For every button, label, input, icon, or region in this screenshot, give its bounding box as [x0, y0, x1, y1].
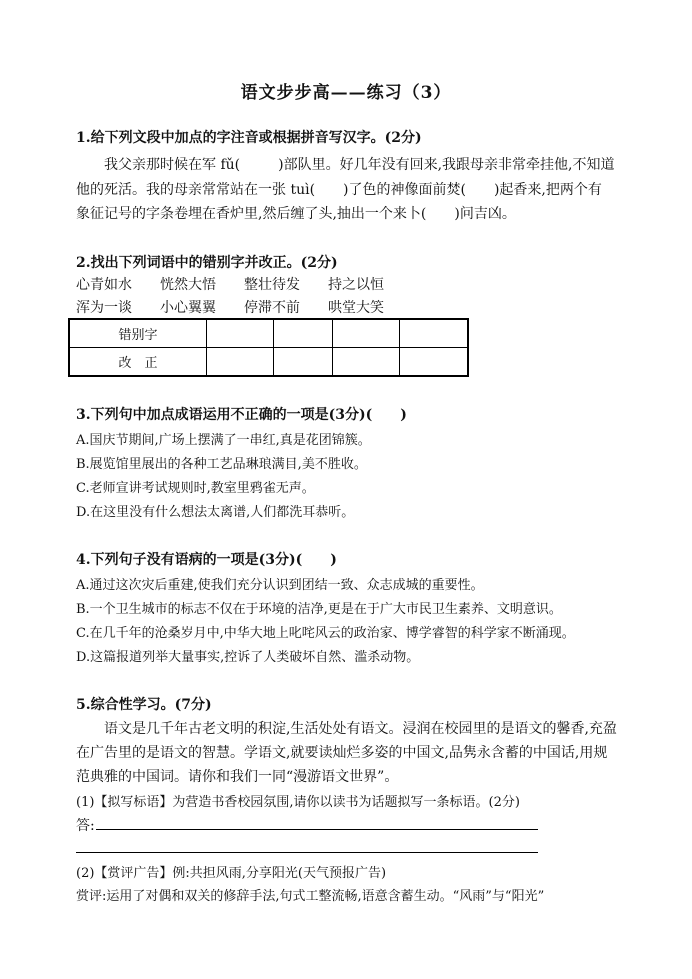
word-2-3: 停滞不前	[244, 300, 300, 316]
word-2-1: 浑为一谈	[76, 300, 132, 316]
page-title: 语文步步高——练习（3）	[240, 83, 452, 103]
word-1-2: 恍然大悟	[160, 277, 216, 293]
q4-option-c: C.在几千年的沧桑岁月中,中华大地上叱咤风云的政治家、博学睿智的科学家不断涌现。	[76, 626, 575, 641]
q3-option-b: B.展览馆里展出的各种工艺品琳琅满目,美不胜收。	[76, 457, 367, 472]
table-label-wrong: 错别字	[69, 319, 207, 348]
table-row	[69, 319, 468, 348]
correction-table	[68, 318, 469, 377]
word-1-4: 持之以恒	[328, 277, 384, 293]
q1-line-1b: )部队里。好几年没有回来,我跟母亲非常牵挂他,不知道	[278, 157, 615, 173]
q5-para-2: 在广告里的是语文的智慧。学语文,就要读灿烂多姿的中国文,品隽永含蓄的中国话,用规	[76, 745, 608, 761]
q3-option-d: D.在这里没有什么想法太离谱,人们都洗耳恭听。	[76, 505, 355, 520]
q1-line-3: 象征记号的字条卷埋在香炉里,然后缠了头,抽出一个来卜( )问吉凶。	[76, 206, 516, 222]
word-1-3: 整壮待发	[244, 277, 300, 293]
q3-option-a: A.国庆节期间,广场上摆满了一串红,真是花团锦簇。	[76, 433, 371, 448]
answer-cell[interactable]	[207, 348, 274, 377]
word-2-2: 小心翼翼	[160, 300, 216, 316]
word-1-1: 心青如水	[76, 277, 132, 293]
q2-heading: 2.找出下列词语中的错别字并改正。(2分)	[76, 255, 338, 271]
q1-line-2: 他的死活。我的母亲常常站在一张 tuì( )了色的神像面前焚( )起香来,把两个有	[76, 182, 602, 198]
answer-line[interactable]	[96, 829, 538, 830]
q5-para-1: 语文是几千年古老文明的积淀,生活处处有语文。浸润在校园里的是语文的馨香,充盈	[104, 721, 617, 737]
q5-heading: 5.综合性学习。(7分)	[76, 697, 212, 713]
word-2-4: 哄堂大笑	[328, 300, 384, 316]
answer-cell[interactable]	[400, 319, 469, 348]
answer-cell[interactable]	[274, 348, 333, 377]
q1-line-1a: 我父亲那时候在军 fǔ(	[104, 157, 241, 173]
answer-cell[interactable]	[400, 348, 469, 377]
q4-option-a: A.通过这次灾后重建,使我们充分认识到团结一致、众志成城的重要性。	[76, 578, 484, 593]
q1-heading: 1.给下列文段中加点的字注音或根据拼音写汉字。(2分)	[76, 130, 422, 146]
q5-para-3: 范典雅的中国词。请你和我们一同“漫游语文世界”。	[76, 769, 399, 785]
q4-option-b: B.一个卫生城市的标志不仅在于环境的洁净,更是在于广大市民卫生素养、文明意识。	[76, 602, 562, 617]
q5-sub-2: (2)【赏评广告】例:共担风雨,分享阳光(天气预报广告)	[76, 866, 387, 881]
answer-cell[interactable]	[333, 319, 400, 348]
q3-heading: 3.下列句中加点成语运用不正确的一项是(3分)( )	[76, 407, 407, 423]
q5-comment: 赏评:运用了对偶和双关的修辞手法,句式工整流畅,语意含蓄生动。“风雨”与“阳光”	[76, 889, 545, 904]
answer-cell[interactable]	[333, 348, 400, 377]
q5-sub-1: (1)【拟写标语】为营造书香校园氛围,请你以读书为话题拟写一条标语。(2分)	[76, 795, 520, 810]
answer-cell[interactable]	[207, 319, 274, 348]
q1-line-1	[104, 154, 615, 174]
q3-option-c: C.老师宣讲考试规则时,教室里鸦雀无声。	[76, 481, 315, 496]
answer-label: 答:	[76, 818, 95, 834]
table-label-correct: 改 正	[69, 348, 207, 377]
q4-option-d: D.这篇报道列举大量事实,控诉了人类破坏自然、滥杀动物。	[76, 650, 420, 665]
table-row	[69, 348, 468, 377]
answer-line[interactable]	[76, 852, 538, 853]
answer-cell[interactable]	[274, 319, 333, 348]
q4-heading: 4.下列句子没有语病的一项是(3分)( )	[76, 552, 337, 568]
